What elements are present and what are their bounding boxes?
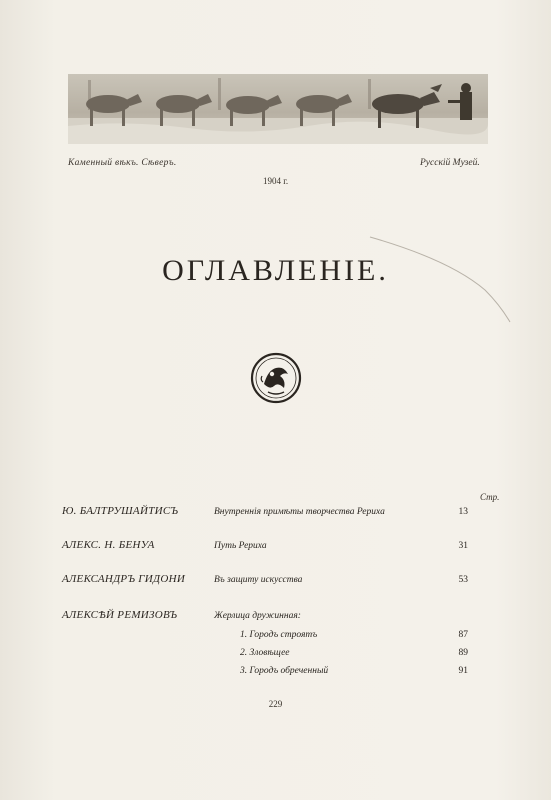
toc-page-number: 13: [458, 507, 468, 517]
toc-subentry-title: 2. Зловѣщее: [240, 648, 290, 658]
toc-page-number: 53: [458, 575, 468, 585]
toc-subentry-title: 3. Городъ обреченный: [240, 666, 329, 676]
toc-author: Ю. БАЛТРУШАЙТИСЪ: [62, 505, 179, 517]
toc-author: АЛЕКС. Н. БЕНУА: [62, 539, 155, 551]
vignette-emblem-icon: [250, 352, 302, 404]
plate-caption-date: 1904 г.: [263, 176, 289, 186]
folio-page-number: 229: [268, 699, 283, 709]
toc-page-number: 91: [458, 666, 468, 676]
toc-page-number: 87: [458, 630, 468, 640]
toc-work-title: Жерлица дружинная:: [214, 611, 301, 621]
toc-author: АЛЕКСѢЙ РЕМИЗОВЪ: [62, 609, 178, 621]
toc-work-title: Внутреннія примѣты творчества Рериха: [214, 507, 385, 517]
toc-page-number: 89: [458, 648, 468, 658]
plate-caption-museum: Русскій Музей.: [420, 158, 480, 168]
page-title: ОГЛАВЛЕНІЕ.: [162, 254, 389, 287]
toc-page-number: 31: [458, 541, 468, 551]
toc-work-title: Въ защиту искусства: [214, 575, 303, 585]
toc-subentry-title: 1. Городъ строятъ: [240, 630, 318, 640]
toc-work-title: Путь Рериха: [214, 541, 267, 551]
toc-author: АЛЕКСАНДРЪ ГИДОНИ: [62, 573, 186, 585]
plate-caption-title: Каменный вѣкъ. Сѣверъ.: [68, 158, 177, 168]
page-column-label: Стр.: [480, 492, 500, 502]
